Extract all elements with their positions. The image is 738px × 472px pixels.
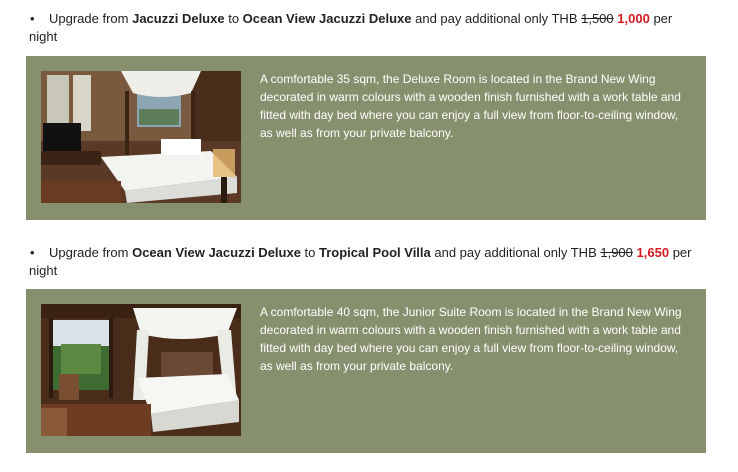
junior-suite-room-photo [41,304,241,436]
bullet: • [30,11,35,26]
offer-2-panel [26,289,706,453]
offer-1-to-word: to [224,11,243,26]
deluxe-room-photo [41,71,241,203]
offer-1-old-price: 1,500 [581,11,614,26]
offer-2-from-room: Ocean View Jacuzzi Deluxe [132,245,301,260]
offer-1-line2: night [29,29,58,44]
offer-1-suffix: per [649,11,673,26]
offer-2-headline [30,244,710,280]
offer-2-text-before: Upgrade from [49,245,133,260]
offer-1-new-price: 1,000 [617,11,650,26]
offer-1-text-before: Upgrade from [49,11,133,26]
offer-1-description: A comfortable 35 sqm, the Deluxe Room is located in the Brand New Wing decorated in warm colours with a wooden finish furnished with a work table and fitted with day bed where you can enjoy a full view from floor-to-ceiling window, as well as from your private balcony. [260,72,681,140]
offer-2-to-room: Tropical Pool Villa [319,245,431,260]
offer-1-panel [26,56,706,220]
offer-1-from-room: Jacuzzi Deluxe [132,11,225,26]
offer-2-old-price: 1,900 [600,245,633,260]
offer-2-to-word: to [300,245,320,260]
offer-2-line2: night [29,263,58,278]
offer-2-new-price: 1,650 [636,245,670,260]
offer-1-headline [30,10,710,46]
bullet: • [30,245,35,260]
offer-2-suffix: per [669,245,692,260]
offer-1-pay-text: and pay additional only THB [411,11,582,26]
offer-2-pay-text: and pay additional only THB [430,245,601,260]
offer-2-description: A comfortable 40 sqm, the Junior Suite Room is located in the Brand New Wing decorated in warm colours with a wooden finish furnished with a work table and fitted with day bed where you can enjoy a full view from floor-to-ceiling window, as well as from your private balcony. [260,305,682,373]
offer-1-to-room: Ocean View Jacuzzi Deluxe [242,11,412,26]
